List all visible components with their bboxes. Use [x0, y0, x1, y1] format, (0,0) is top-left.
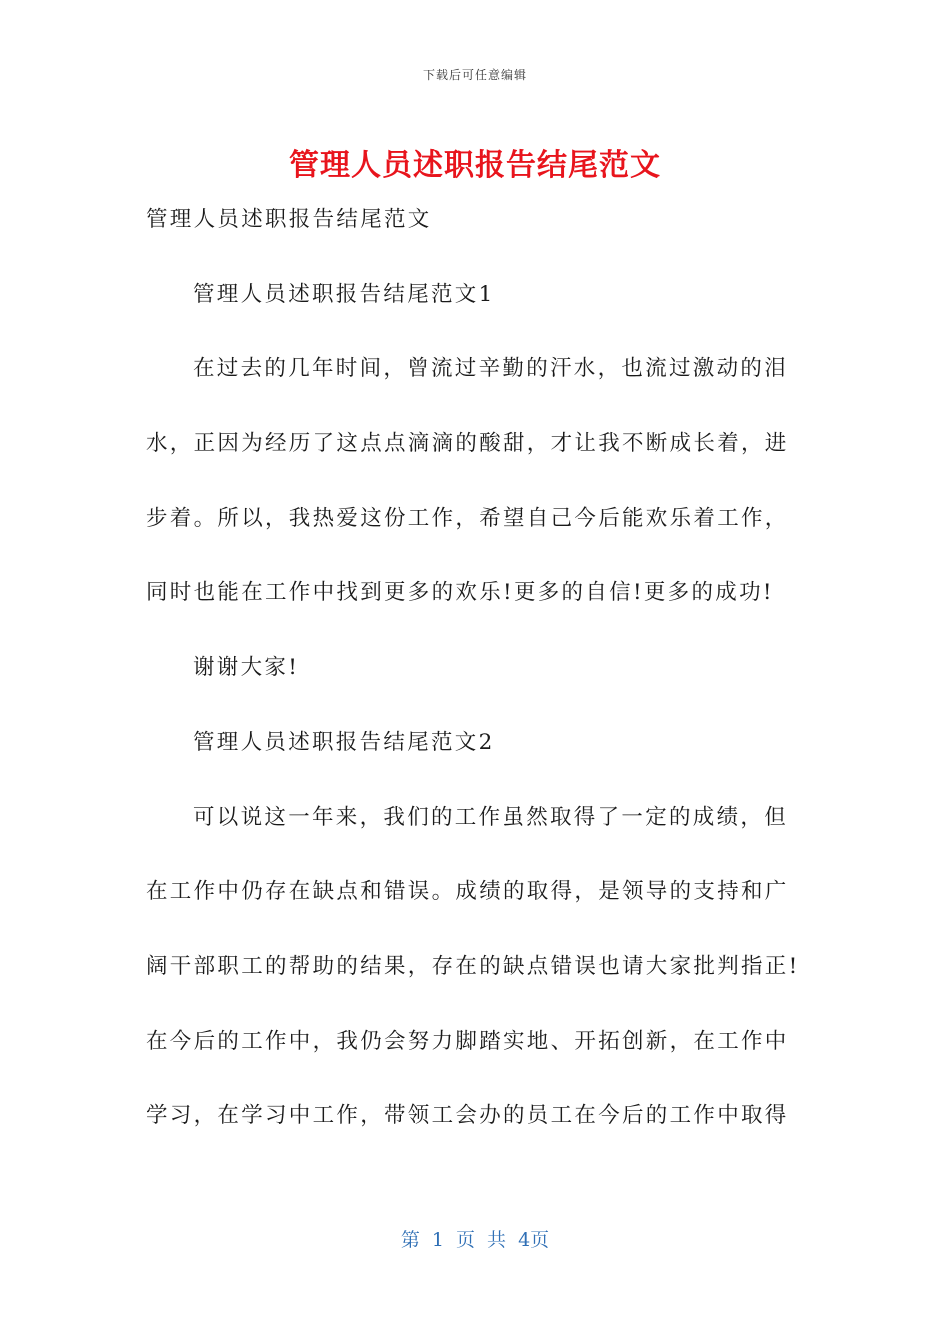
document-title: 管理人员述职报告结尾范文 [289, 148, 661, 183]
document-body [146, 200, 806, 1171]
body-line: 管理人员述职报告结尾范文1 [193, 281, 495, 307]
body-line: 阔干部职工的帮助的结果，存在的缺点错误也请大家批判指正! [146, 953, 800, 979]
body-line: 在过去的几年时间，曾流过辛勤的汗水，也流过激动的泪 [193, 356, 789, 382]
body-line: 在工作中仍存在缺点和错误。成绩的取得，是领导的支持和广 [146, 879, 789, 905]
body-line: 在今后的工作中，我仍会努力脚踏实地、开拓创新，在工作中 [146, 1028, 789, 1054]
body-line: 水，正因为经历了这点点滴滴的酸甜，才让我不断成长着，进 [146, 431, 789, 457]
page-number-footer: 第 1 页 共 4页 [400, 1229, 550, 1251]
page-header-note: 下载后可任意编辑 [422, 68, 527, 82]
body-line: 同时也能在工作中找到更多的欢乐!更多的自信!更多的成功! [146, 580, 774, 606]
body-line: 学习，在学习中工作，带领工会办的员工在今后的工作中取得 [146, 1103, 789, 1129]
body-line: 管理人员述职报告结尾范文2 [193, 729, 495, 755]
body-line: 步着。所以，我热爱这份工作，希望自己今后能欢乐着工作， [146, 505, 789, 531]
body-line: 可以说这一年来，我们的工作虽然取得了一定的成绩，但 [193, 804, 789, 830]
body-line: 管理人员述职报告结尾范文 [146, 207, 432, 232]
body-line: 谢谢大家! [193, 655, 300, 681]
